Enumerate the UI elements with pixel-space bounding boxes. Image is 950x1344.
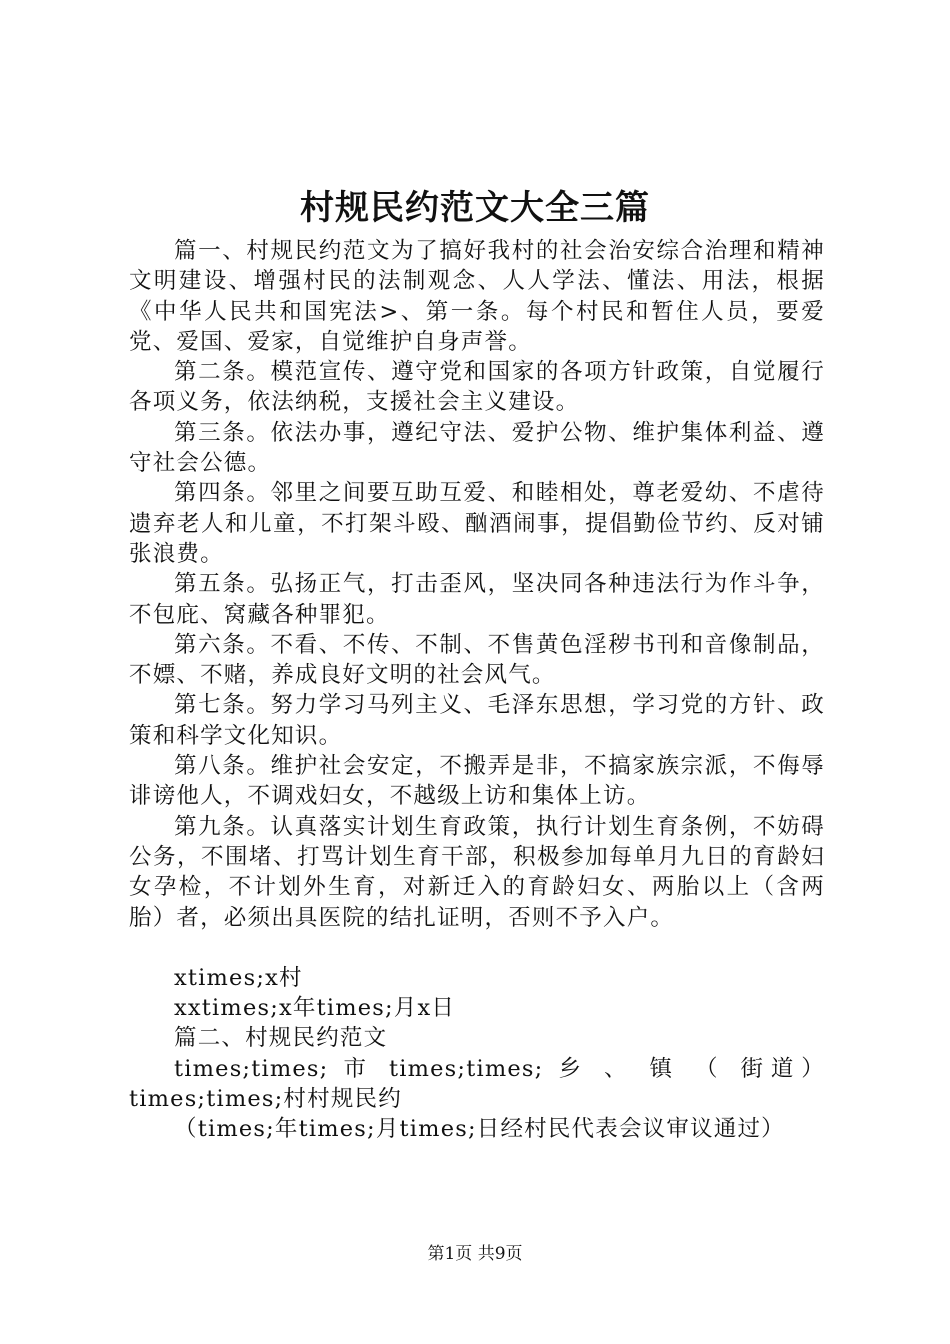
paragraph-article-five: 第五条。弘扬正气，打击歪风，坚决同各种违法行为作斗争，不包庇、窝藏各种罪犯。 [129,571,825,628]
section-two-title: times;times; 市 times;times; 乡 、 镇 （ 街道）times;times;村村规民约 [129,1055,825,1113]
signature-date: xxtimes;x年times;月x日 [174,995,456,1022]
paragraph-article-seven: 第七条。努力学习马列主义、毛泽东思想，学习党的方针、政策和科学文化知识。 [129,692,825,749]
signature-village: xtimes;x村 [174,964,303,991]
document-title: 村规民约范文大全三篇 [300,188,650,228]
document-body [129,236,825,1145]
section-two-note: （times;年times;月times;日经村民代表会议审议通过） [174,1116,785,1143]
paragraph-article-four: 第四条。邻里之间要互助互爱、和睦相处，尊老爱幼、不虐待遗弃老人和儿童，不打架斗殴、酗酒闹事，提倡勤俭节约、反对铺张浪费。 [129,480,825,567]
section-two-heading: 篇二、村规民约范文 [174,1025,388,1052]
page-number-footer: 第1页 共9页 [427,1244,523,1264]
paragraph-article-six: 第六条。不看、不传、不制、不售黄色淫秽书刊和音像制品，不嫖、不赌，养成良好文明的社会风气。 [129,631,825,689]
blank-line [129,933,825,963]
paragraph-article-eight: 第八条。维护社会安定，不搬弄是非，不搞家族宗派，不侮辱诽谤他人，不调戏妇女，不越级上访和集体上访。 [129,753,825,810]
paragraph-article-three: 第三条。依法办事，遵纪守法、爱护公物、维护集体利益、遵守社会公德。 [129,419,825,477]
paragraph-section-one-article-one: 篇一、村规民约范文为了搞好我村的社会治安综合治理和精神文明建设、增强村民的法制观念、人人学法、懂法、用法，根据《中华人民共和国宪法>、第一条。每个村民和暂住人员，要爱党、爱国、爱家，自觉维护自身声誉。 [129,238,825,355]
paragraph-article-nine: 第九条。认真落实计划生育政策，执行计划生育条例，不妨碍公务，不围堵、打骂计划生育干部，积极参加每单月九日的育龄妇女孕检，不计划外生育，对新迁入的育龄妇女、两胎以上（含两胎）者，必须出具医院的结扎证明，否则不予入户。 [129,813,825,931]
paragraph-article-two: 第二条。模范宣传、遵守党和国家的各项方针政策，自觉履行各项义务，依法纳税，支援社会主义建设。 [129,359,825,416]
